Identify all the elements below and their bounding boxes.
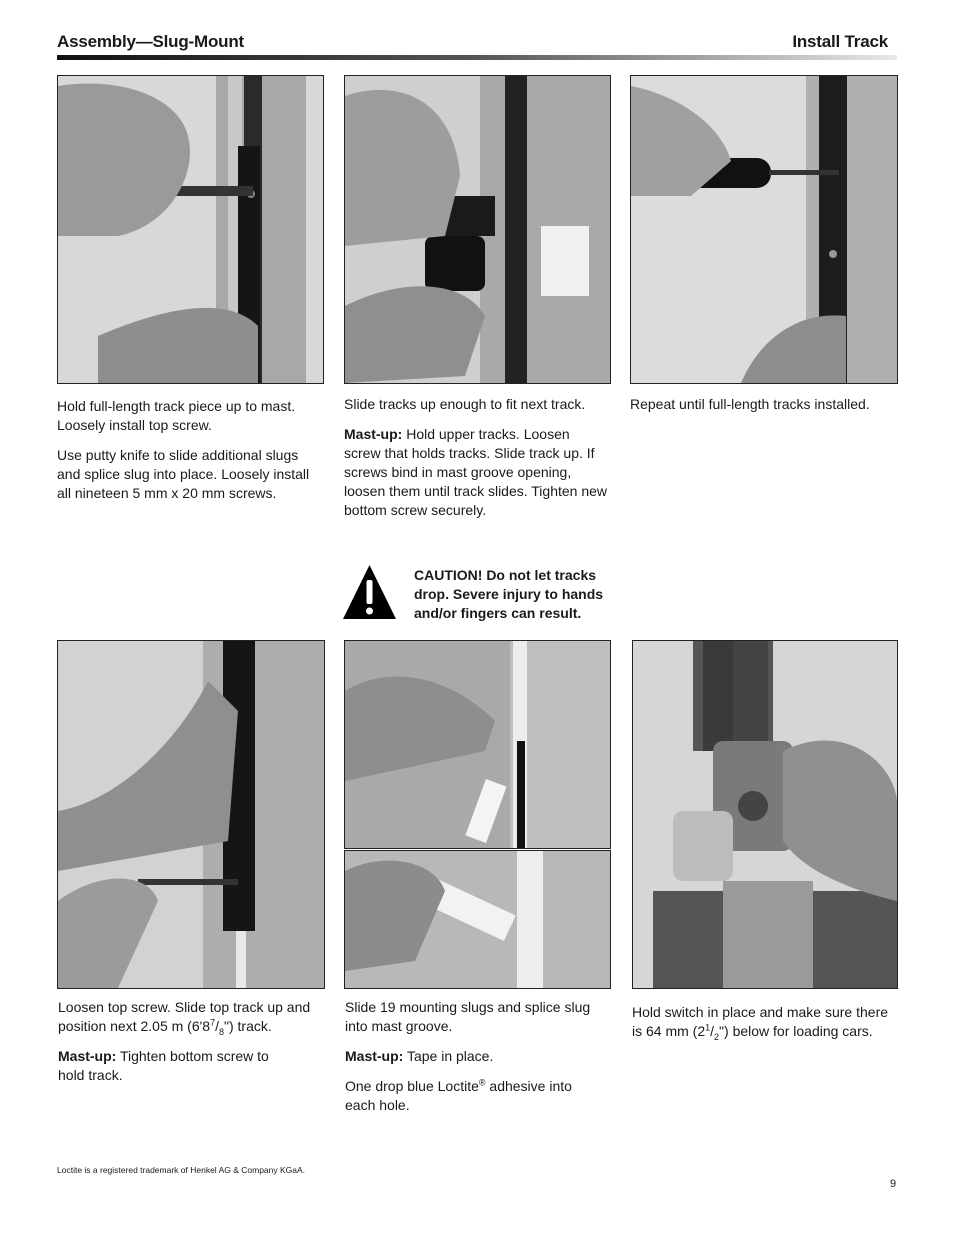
- photo-install-top-screw: [57, 75, 324, 384]
- warning-triangle-icon: [342, 563, 397, 621]
- step-5-text-2: [345, 1047, 600, 1066]
- photo-hold-switch: [632, 640, 898, 989]
- step-4-fraction-slash: /: [215, 1018, 219, 1034]
- photo-loosen-top-screw: [57, 640, 325, 989]
- step-5-mastup-label: Mast-up:: [345, 1048, 404, 1064]
- step-5-mastup-text: Tape in place.: [403, 1048, 494, 1064]
- photo-slide-tracks-up: [344, 75, 611, 384]
- step-5-caption: [345, 998, 600, 1126]
- caution-text: CAUTION! Do not let tracks drop. Severe injury to hands and/or fingers can result.: [414, 567, 604, 621]
- step-2-text-2: [344, 425, 609, 520]
- photo-apply-loctite: [344, 850, 611, 989]
- step-4-fraction-den: 8: [219, 1026, 225, 1037]
- step-2-mastup-text: Hold upper tracks. Loosen screw that holds tracks. Slide track up. If screws bind in mast groove opening, loosen them until track slides. Tighten new bottom screw securely.: [344, 426, 608, 518]
- step-1-text-1: Hold full-length track piece up to mast. Loosely install top screw.: [57, 398, 296, 433]
- step-6-text-1: [632, 1003, 892, 1041]
- step-2-text-1: Slide tracks up enough to fit next track.: [344, 396, 586, 412]
- step-4-text-1b: ") track.: [224, 1018, 272, 1034]
- step-6-fraction-num: 1: [705, 1022, 711, 1033]
- step-2-mastup-label: Mast-up:: [344, 426, 403, 442]
- step-4-mastup-text: Tighten bottom screw to hold track.: [58, 1048, 269, 1083]
- step-4-text-1a: Loosen top screw. Slide top track up and position next 2.05 m (6'8: [58, 999, 311, 1034]
- step-6-caption: [632, 1003, 892, 1052]
- step-6-text-1b: ") below for loading cars.: [719, 1023, 873, 1039]
- step-4-text-1: [58, 998, 323, 1036]
- step-4-fraction-num: 7: [210, 1017, 216, 1028]
- step-1-text-2: Use putty knife to slide additional slugs and splice slug into place. Loosely install all nineteen 5 mm x 20 mm screws.: [57, 447, 310, 501]
- step-5-text-3b: adhesive into each hole.: [345, 1078, 572, 1113]
- step-4-text-2: [58, 1047, 278, 1085]
- page-number: 9: [890, 1178, 897, 1190]
- step-5-text-1: Slide 19 mounting slugs and splice slug into mast groove.: [345, 999, 591, 1034]
- step-3-text-1: Repeat until full-length tracks installed.: [630, 396, 870, 412]
- step-4-caption: [58, 998, 323, 1096]
- step-1-caption: [57, 397, 319, 514]
- header-rule: [57, 55, 897, 60]
- step-3-caption: [630, 395, 895, 425]
- page-title: Install Track: [792, 32, 888, 51]
- step-2-caption: [344, 395, 609, 531]
- step-6-text-1a: Hold switch in place and make sure there is 64 mm (2: [632, 1004, 889, 1039]
- step-5-text-3a: One drop blue Loctite: [345, 1078, 479, 1094]
- step-6-fraction-slash: /: [710, 1023, 715, 1039]
- photo-repeat-tracks: [630, 75, 898, 384]
- registered-mark: ®: [478, 1077, 486, 1088]
- step-6-fraction-den: 2: [714, 1031, 720, 1042]
- trademark-footnote: Loctite is a registered trademark of Henkel AG & Company KGaA.: [57, 1165, 306, 1175]
- photo-slide-mounting-slugs: [344, 640, 611, 849]
- step-4-mastup-label: Mast-up:: [58, 1048, 117, 1064]
- section-title: Assembly—Slug-Mount: [57, 32, 244, 51]
- step-5-text-3: [345, 1077, 600, 1115]
